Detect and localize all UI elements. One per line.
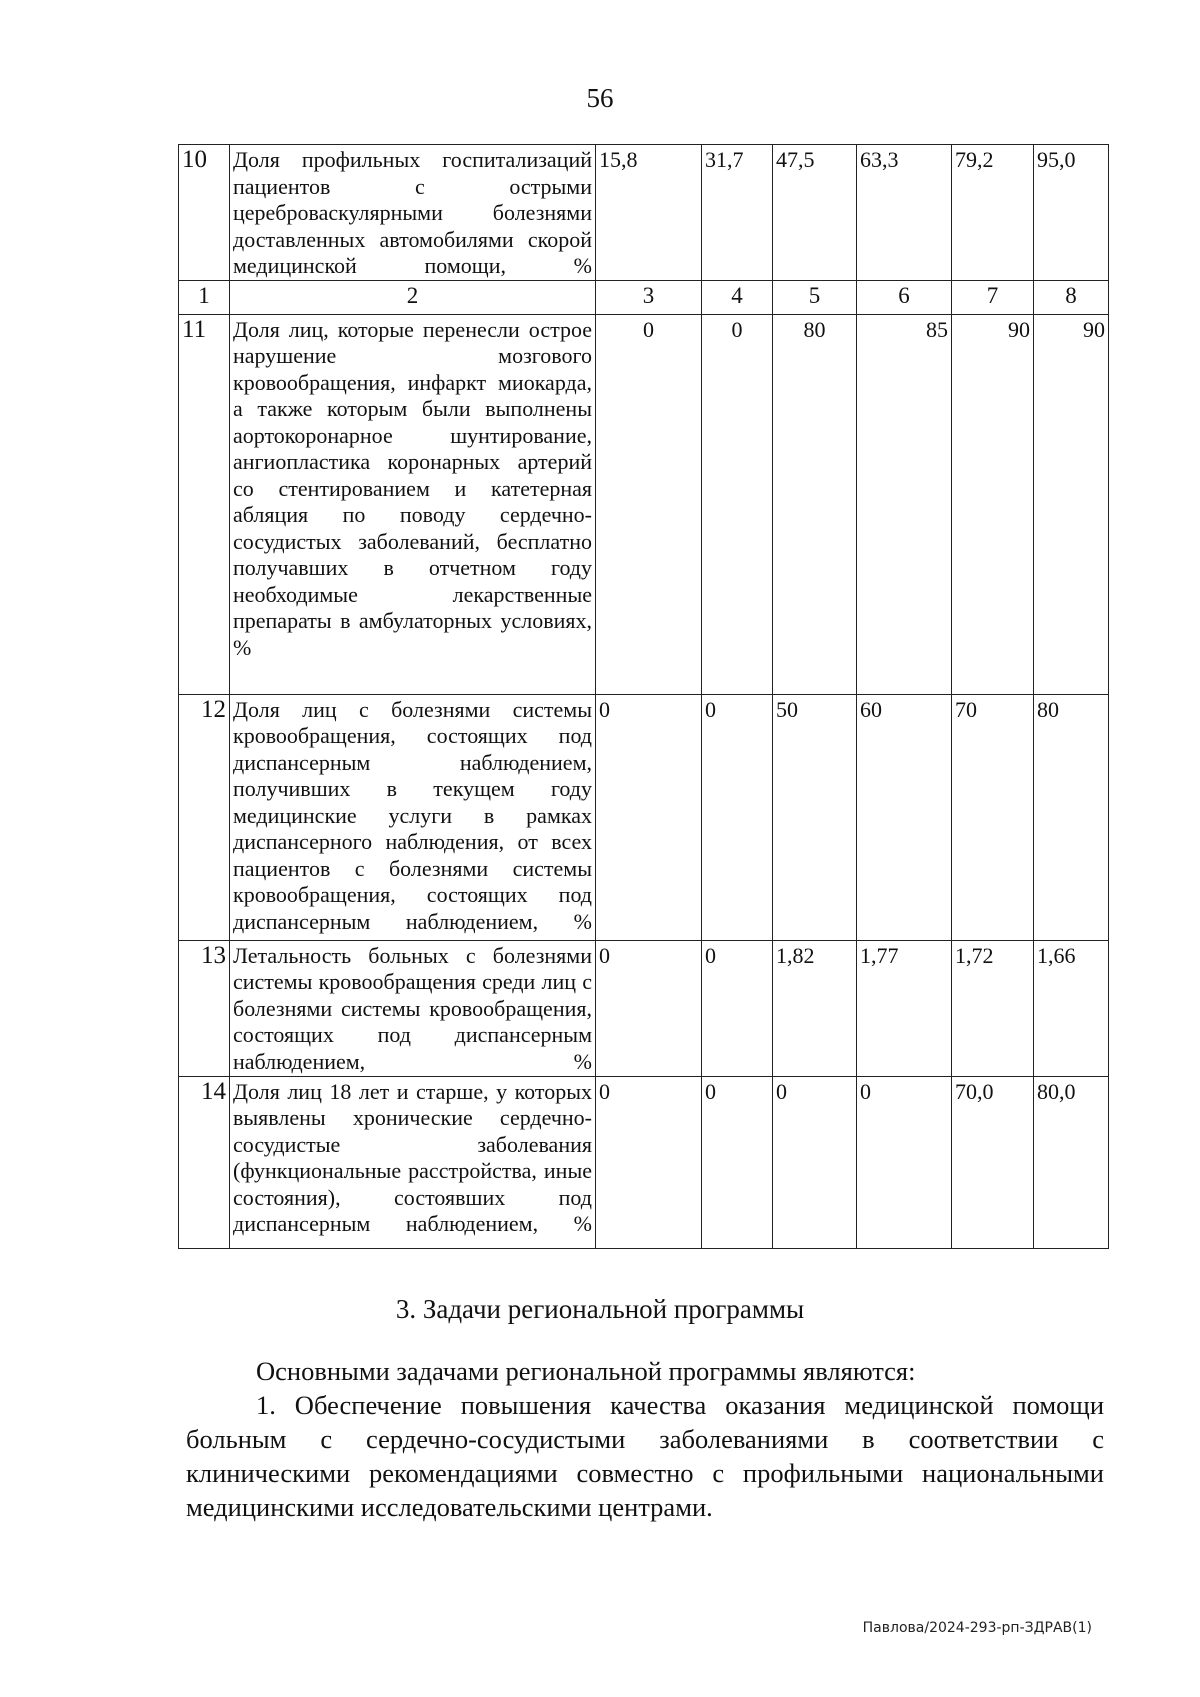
column-number: 6 <box>857 280 952 314</box>
value-cell: 0 <box>702 314 773 694</box>
row-description: Доля профильных госпитализаций пациентов с острыми цереброваскулярными болезнями доставленных автомобилями скорой медицинской помощи, % <box>230 145 596 281</box>
value-cell: 15,8 <box>596 145 702 281</box>
table-row <box>179 940 1109 1076</box>
row-description: Доля лиц 18 лет и старше, у которых выявлены хронические сердечно-сосудистые заболевания (функциональные расстройства, иные состояния), состоявших под диспансерным наблюдением, % <box>230 1076 596 1248</box>
value-cell: 0 <box>857 1076 952 1248</box>
value-cell: 95,0 <box>1034 145 1109 281</box>
section-title: 3. Задачи региональной программы <box>395 1294 805 1324</box>
value-cell: 63,3 <box>857 145 952 281</box>
value-cell: 90 <box>952 314 1034 694</box>
column-number: 5 <box>773 280 857 314</box>
column-number: 7 <box>952 280 1034 314</box>
value-cell: 80 <box>1034 694 1109 940</box>
value-cell: 70 <box>952 694 1034 940</box>
value-cell: 0 <box>702 940 773 1076</box>
page-number: 56 <box>586 83 614 113</box>
column-number: 8 <box>1034 280 1109 314</box>
row-description: Доля лиц с болезнями системы кровообращения, состоящих под диспансерным наблюдением, получивших в текущем году медицинские услуги в рамках диспансерного наблюдения, от всех пациентов с болезнями системы кровообращения, состоящих под диспансерным наблюдением, % <box>230 694 596 940</box>
table-row <box>179 1076 1109 1248</box>
column-numbers-row <box>179 280 1109 314</box>
table-row <box>179 694 1109 940</box>
value-cell: 1,72 <box>952 940 1034 1076</box>
row-index: 10 <box>179 145 230 281</box>
document-code: Павлова/2024-293-рп-ЗДРАВ(1) <box>862 1620 1092 1636</box>
value-cell: 0 <box>596 314 702 694</box>
value-cell: 80 <box>773 314 857 694</box>
value-cell: 1,66 <box>1034 940 1109 1076</box>
value-cell: 90 <box>1034 314 1109 694</box>
value-cell: 0 <box>596 1076 702 1248</box>
value-cell: 85 <box>857 314 952 694</box>
row-index: 12 <box>179 694 230 940</box>
row-description: Летальность больных с болезнями системы кровообращения среди лиц с болезнями системы кровообращения, состоящих под диспансерным наблюдением, % <box>230 940 596 1076</box>
row-index: 11 <box>179 314 230 694</box>
column-number: 4 <box>702 280 773 314</box>
value-cell: 80,0 <box>1034 1076 1109 1248</box>
value-cell: 1,82 <box>773 940 857 1076</box>
row-description: Доля лиц, которые перенесли острое нарушение мозгового кровообращения, инфаркт миокарда, а также которым были выполнены аортокоронарное шунтирование, ангиопластика коронарных артерий со стентированием и катетерная абляция по поводу сердечно-сосудистых заболеваний, бесплатно получавших в отчетном году необходимые лекарственные препараты в амбулаторных условиях, % <box>230 314 596 694</box>
value-cell: 0 <box>702 694 773 940</box>
value-cell: 60 <box>857 694 952 940</box>
section-body <box>186 1354 1104 1524</box>
indicators-table <box>178 144 1109 1249</box>
column-number: 1 <box>179 280 230 314</box>
value-cell: 47,5 <box>773 145 857 281</box>
table-row <box>179 145 1109 281</box>
value-cell: 79,2 <box>952 145 1034 281</box>
value-cell: 0 <box>596 694 702 940</box>
value-cell: 50 <box>773 694 857 940</box>
row-index: 14 <box>179 1076 230 1248</box>
value-cell: 0 <box>773 1076 857 1248</box>
table-row <box>179 314 1109 694</box>
value-cell: 1,77 <box>857 940 952 1076</box>
intro-paragraph: Основными задачами региональной программы являются: <box>256 1356 916 1386</box>
row-index: 13 <box>179 940 230 1076</box>
value-cell: 0 <box>702 1076 773 1248</box>
value-cell: 0 <box>596 940 702 1076</box>
value-cell: 70,0 <box>952 1076 1034 1248</box>
column-number: 3 <box>596 280 702 314</box>
value-cell: 31,7 <box>702 145 773 281</box>
column-number: 2 <box>230 280 596 314</box>
task-item-1: 1. Обеспечение повышения качества оказания медицинской помощи больным с сердечно-сосудистыми заболеваниями в соответствии с клиническими рекомендациями совместно с профильными национальными медицинскими исследовательскими центрами. <box>186 1390 1104 1522</box>
